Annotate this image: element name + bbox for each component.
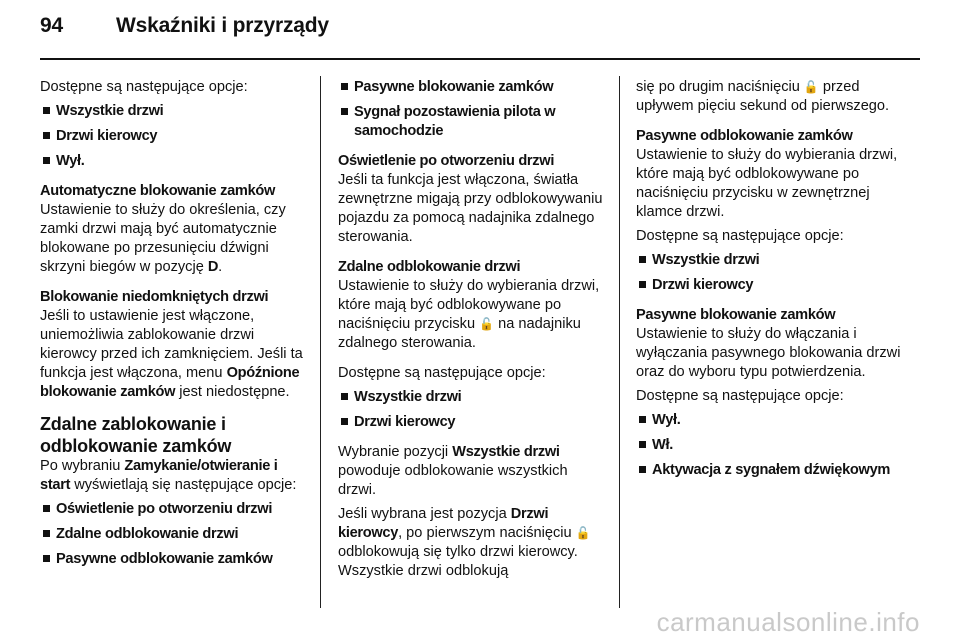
unlock-options-list [636,251,906,295]
option-item: Zdalne odblokowanie drzwi [40,525,310,544]
lock-options-list [636,411,906,480]
lighting-heading: Oświetlenie po otworzeniu drzwi [338,153,555,169]
passive-unlock-heading: Pasywne odblokowanie zamków [636,128,853,144]
option-item: Pasywne blokowanie zamków [338,78,608,97]
watermark: carmanualsonline.info [656,607,920,637]
option-item: Wył. [40,152,310,171]
page-title: Wskaźniki i przyrządy [116,14,329,37]
gear-position: D [207,259,219,275]
lighting-text: Jeśli ta funkcja jest włączona, światła zewnętrzne migają przy odblokowywaniu pojazdu za pomocą nadajnika zdalnego sterowania. [338,172,603,245]
menu-reference: Zamykanie/otwieranie i start [40,458,278,493]
remote-unlock-heading: Zdalne odblokowanie drzwi [338,259,521,275]
auto-lock-heading: Automatyczne blokowanie zamków [40,183,276,199]
option-item: Wł. [636,436,906,455]
term: Wszystkie drzwi [452,444,560,460]
option-item: Wszystkie drzwi [338,388,608,407]
option-item: Sygnał pozostawienia pilota w samochodzie [338,103,608,141]
auto-lock-text: Ustawienie to służy do określenia, czy zamki drzwi mają być automatycznie blokowane po przesunięciu dźwigni skrzyni biegów w pozycję D. [40,202,286,275]
remote-intro: Po wybraniu Zamykanie/otwieranie i start wyświetlają się następujące opcje: [40,458,297,493]
unlock-key-icon: 🔓 [575,526,591,540]
selection-text: Wybranie pozycji Wszystkie drzwi powoduje odblokowanie wszystkich drzwi. [338,444,568,498]
options-intro: Dostępne są następujące opcje: [338,365,546,381]
options-intro: Dostępne są następujące opcje: [40,79,248,95]
options-list [40,102,310,171]
option-item: Oświetlenie po otworzeniu drzwi [40,500,310,519]
passive-lock-text: Ustawienie to służy do włączania i wyłączania pasywnego blokowania drzwi oraz do wyboru typu potwierdzenia. [636,326,901,380]
unlock-options-list [338,388,608,432]
remote-unlock-text: Ustawienie to służy do wybierania drzwi, które mają być odblokowywane po naciśnięciu przycisku 🔓 na nadajniku zdalnego sterowania. [338,278,600,351]
section-title: Zdalne zablokowanie i odblokowanie zamków [40,414,232,456]
option-item: Pasywne odblokowanie zamków [40,550,310,569]
continuation-text: się po drugim naciśnięciu 🔓 przed upływem pięciu sekund od pierwszego. [636,79,890,114]
term: Drzwi kierowcy [338,506,549,541]
menu-reference: Opóźnione blokowanie zamków [40,365,300,400]
column-divider [619,76,620,608]
option-item: Drzwi kierowcy [40,127,310,146]
option-item: Drzwi kierowcy [636,276,906,295]
option-item: Drzwi kierowcy [338,413,608,432]
ajar-lock-heading: Blokowanie niedomkniętych drzwi [40,289,269,305]
options-list [338,78,608,141]
option-item: Wszystkie drzwi [40,102,310,121]
remote-options-list [40,500,310,569]
passive-lock-heading: Pasywne blokowanie zamków [636,307,836,323]
option-item: Aktywacja z sygnałem dźwiękowym [636,461,906,480]
option-item: Wył. [636,411,906,430]
header-rule [40,58,920,60]
column-3 [636,78,906,491]
page-header [40,14,920,38]
driver-text: Jeśli wybrana jest pozycja Drzwi kierowcy, po pierwszym naciśnięciu 🔓 odblokowują się tylko drzwi kierowcy. Wszystkie drzwi odblokują [338,506,591,579]
option-item: Wszystkie drzwi [636,251,906,270]
column-2 [338,78,608,592]
passive-unlock-text: Ustawienie to służy do wybierania drzwi, które mają być odblokowywane po naciśnięciu przycisku w zewnętrznej klamce drzwi. [636,147,898,220]
options-intro: Dostępne są następujące opcje: [636,228,844,244]
ajar-lock-text: Jeśli to ustawienie jest włączone, uniemożliwia zablokowanie drzwi kierowcy przed ich zamknięciem. Jeśli ta funkcja jest włączona, menu Opóźnione blokowanie zamków jest niedostępne. [40,308,303,400]
options-intro: Dostępne są następujące opcje: [636,388,844,404]
column-divider [320,76,321,608]
unlock-key-icon: 🔓 [479,317,495,331]
column-1 [40,78,310,580]
page-number: 94 [40,14,63,37]
unlock-key-icon: 🔓 [803,80,819,94]
